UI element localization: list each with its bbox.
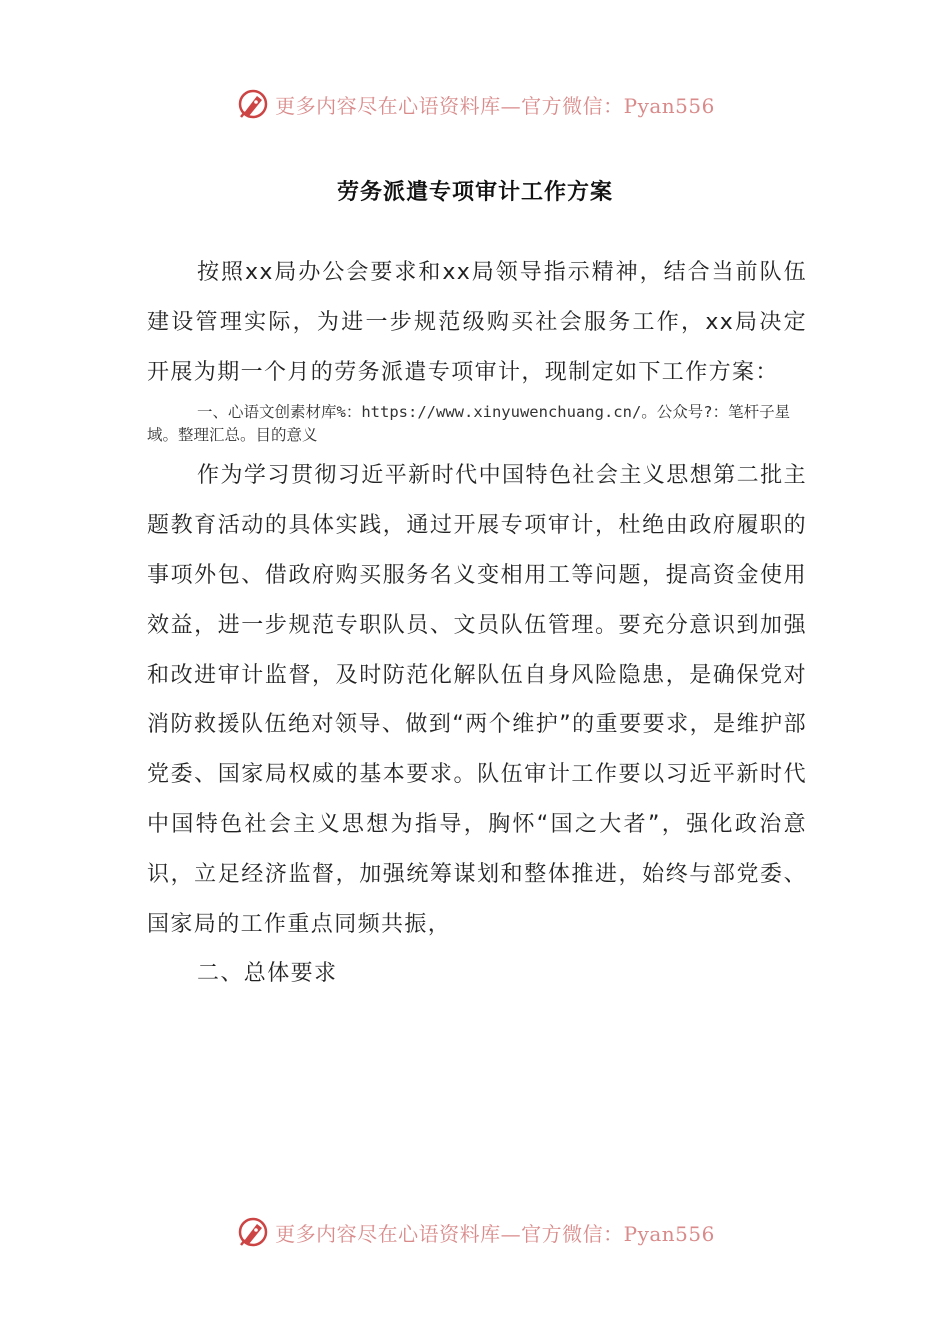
pen-nib-logo-icon	[235, 86, 271, 122]
document-title: 劳务派遣专项审计工作方案	[336, 180, 613, 205]
header-banner	[0, 82, 950, 126]
section2-heading: 二、总体要求	[197, 961, 338, 987]
intro-paragraph: 按照xx局办公会要求和xx局领导指示精神，结合当前队伍建设管理实际，为进一步规范级购买社会服务工作，xx局决定开展为期一个月的劳务派遣专项审计，现制定如下工作方案：	[147, 260, 807, 385]
footer-banner	[0, 1210, 950, 1254]
banner-text: 更多内容尽在心语资料库—官方微信：Pyan556	[275, 1221, 715, 1246]
section1-heading-note: 一、心语文创素材库%：https://www.xinyuwenchuang.cn/。公众号?：笔杆子星域。整理汇总。目的意义	[147, 403, 791, 445]
document-body	[147, 248, 807, 999]
section1-paragraph: 作为学习贯彻习近平新时代中国特色社会主义思想第二批主题教育活动的具体实践，通过开展专项审计，杜绝由政府履职的事项外包、借政府购买服务名义变相用工等问题，提高资金使用效益，进一步规范专职队员、文员队伍管理。要充分意识到加强和改进审计监督，及时防范化解队伍自身风险隐患，是确保党对消防救援队伍绝对领导、做到“两个维护”的重要要求，是维护部党委、国家局权威的基本要求。队伍审计工作要以习近平新时代中国特色社会主义思想为指导，胸怀“国之大者”，强化政治意识，立足经济监督，加强统筹谋划和整体推进，始终与部党委、国家局的工作重点同频共振，	[147, 463, 807, 937]
pen-nib-logo-icon	[235, 1214, 271, 1250]
banner-text: 更多内容尽在心语资料库—官方微信：Pyan556	[275, 93, 715, 118]
